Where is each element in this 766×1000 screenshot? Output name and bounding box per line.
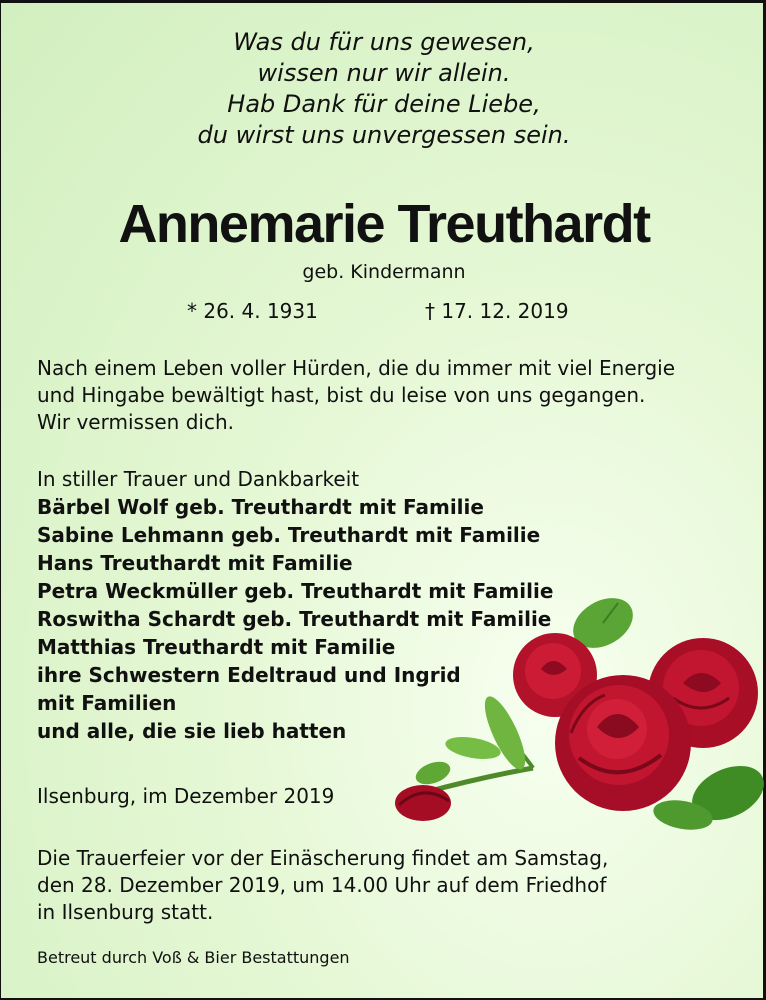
mourner-entry: Hans Treuthardt mit Familie <box>37 551 353 575</box>
message-line: Wir vermissen dich. <box>37 410 234 434</box>
death-date: † 17. 12. 2019 <box>425 299 569 323</box>
mourner-entry: Bärbel Wolf geb. Treuthardt mit Familie <box>37 495 484 519</box>
mourner-entry: Petra Weckmüller geb. Treuthardt mit Familie <box>37 579 554 603</box>
poem-line: Hab Dank für deine Liebe, <box>227 90 541 118</box>
poem-line: wissen nur wir allein. <box>257 59 511 87</box>
message-line: Nach einem Leben voller Hürden, die du immer mit viel Energie <box>37 356 676 380</box>
mourner-entry: ihre Schwestern Edeltraud und Ingrid <box>37 663 461 687</box>
poem-line: Was du für uns gewesen, <box>233 28 535 56</box>
mourner-entry: Matthias Treuthardt mit Familie <box>37 635 396 659</box>
funeral-info <box>37 845 608 926</box>
place-and-date: Ilsenburg, im Dezember 2019 <box>37 784 335 808</box>
deceased-name: Annemarie Treuthardt <box>118 194 650 254</box>
mourner-entry: mit Familien <box>37 691 177 715</box>
mourner-entry: Sabine Lehmann geb. Treuthardt mit Familie <box>37 523 541 547</box>
birth-name: geb. Kindermann <box>302 261 466 283</box>
ceremony-line: in Ilsenburg statt. <box>37 900 214 924</box>
red-roses-image <box>383 583 766 833</box>
undertaker-credit: Betreut durch Voß & Bier Bestattungen <box>37 948 350 967</box>
farewell-message <box>37 355 675 436</box>
poem-line: du wirst uns unvergessen sein. <box>197 121 571 149</box>
mourner-entry: und alle, die sie lieb hatten <box>37 719 347 743</box>
ceremony-line: Die Trauerfeier vor der Einäscherung findet am Samstag, <box>37 846 609 870</box>
mourners-intro: In stiller Trauer und Dankbarkeit <box>37 467 360 491</box>
ceremony-line: den 28. Dezember 2019, um 14.00 Uhr auf dem Friedhof <box>37 873 607 897</box>
mourner-entry: Roswitha Schardt geb. Treuthardt mit Familie <box>37 607 552 631</box>
message-line: und Hingabe bewältigt hast, bist du leise von uns gegangen. <box>37 383 646 407</box>
memorial-poem <box>1 27 766 151</box>
birth-date: * 26. 4. 1931 <box>187 299 318 323</box>
